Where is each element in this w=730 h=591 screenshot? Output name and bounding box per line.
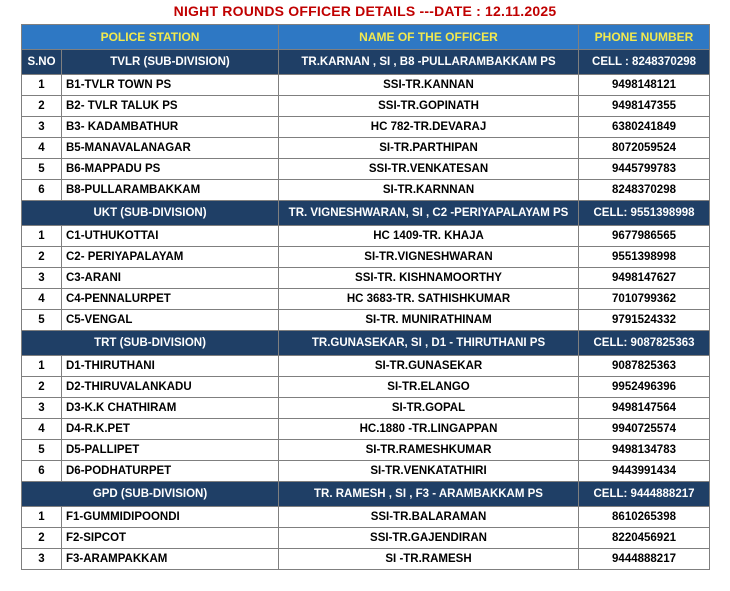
table-row bbox=[22, 356, 710, 377]
header-row bbox=[22, 25, 710, 50]
officer-name: SSI-TR.VENKATESAN bbox=[279, 159, 579, 180]
header-police-station: POLICE STATION bbox=[22, 25, 279, 50]
sub-division-officer: TR.GUNASEKAR, SI , D1 - THIRUTHANI PS bbox=[279, 331, 579, 356]
sub-division-name: TVLR (SUB-DIVISION) bbox=[62, 50, 279, 75]
table-row bbox=[22, 310, 710, 331]
phone-number: 9551398998 bbox=[579, 247, 710, 268]
police-station: D1-THIRUTHANI bbox=[62, 356, 279, 377]
phone-number: 9940725574 bbox=[579, 419, 710, 440]
police-station: D6-PODHATURPET bbox=[62, 461, 279, 482]
table-row bbox=[22, 117, 710, 138]
serial-number: 5 bbox=[22, 440, 62, 461]
phone-number: 9087825363 bbox=[579, 356, 710, 377]
officer-name: HC.1880 -TR.LINGAPPAN bbox=[279, 419, 579, 440]
serial-number: 2 bbox=[22, 377, 62, 398]
table-row bbox=[22, 247, 710, 268]
serial-number: 3 bbox=[22, 117, 62, 138]
table-row bbox=[22, 398, 710, 419]
serial-number: 4 bbox=[22, 419, 62, 440]
phone-number: 9444888217 bbox=[579, 549, 710, 570]
police-station: D2-THIRUVALANKADU bbox=[62, 377, 279, 398]
officer-name: SSI-TR.GAJENDIRAN bbox=[279, 528, 579, 549]
sub-division-officer: TR. RAMESH , SI , F3 - ARAMBAKKAM PS bbox=[279, 482, 579, 507]
serial-number: 3 bbox=[22, 549, 62, 570]
police-station: F3-ARAMPAKKAM bbox=[62, 549, 279, 570]
table-row bbox=[22, 96, 710, 117]
phone-number: 9498148121 bbox=[579, 75, 710, 96]
serial-number: 2 bbox=[22, 528, 62, 549]
officer-name: SSI-TR. KISHNAMOORTHY bbox=[279, 268, 579, 289]
phone-number: 8220456921 bbox=[579, 528, 710, 549]
table-row bbox=[22, 549, 710, 570]
sub-division-row bbox=[22, 482, 710, 507]
table-row bbox=[22, 507, 710, 528]
serial-number: 1 bbox=[22, 507, 62, 528]
serial-number: 6 bbox=[22, 180, 62, 201]
serial-number: 1 bbox=[22, 226, 62, 247]
serial-number: 2 bbox=[22, 247, 62, 268]
police-station: B8-PULLARAMBAKKAM bbox=[62, 180, 279, 201]
table-row bbox=[22, 180, 710, 201]
table-row bbox=[22, 289, 710, 310]
table-row bbox=[22, 440, 710, 461]
police-station: D5-PALLIPET bbox=[62, 440, 279, 461]
phone-number: 9952496396 bbox=[579, 377, 710, 398]
table-row bbox=[22, 461, 710, 482]
table-row bbox=[22, 226, 710, 247]
sub-division-row bbox=[22, 331, 710, 356]
officer-name: SI-TR.VIGNESHWARAN bbox=[279, 247, 579, 268]
sub-division-name: TRT (SUB-DIVISION) bbox=[22, 331, 279, 356]
phone-number: 9498147564 bbox=[579, 398, 710, 419]
table-row bbox=[22, 268, 710, 289]
officer-name: SI-TR.ELANGO bbox=[279, 377, 579, 398]
police-station: B2- TVLR TALUK PS bbox=[62, 96, 279, 117]
serial-number: 1 bbox=[22, 75, 62, 96]
sub-division-row bbox=[22, 50, 710, 75]
officer-name: SI-TR.GUNASEKAR bbox=[279, 356, 579, 377]
table-row bbox=[22, 419, 710, 440]
sub-division-officer: TR. VIGNESHWARAN, SI , C2 -PERIYAPALAYAM PS bbox=[279, 201, 579, 226]
sub-division-officer: TR.KARNAN , SI , B8 -PULLARAMBAKKAM PS bbox=[279, 50, 579, 75]
officer-name: SI-TR.KARNNAN bbox=[279, 180, 579, 201]
police-station: B6-MAPPADU PS bbox=[62, 159, 279, 180]
phone-number: 9498147355 bbox=[579, 96, 710, 117]
officer-name: SI-TR. MUNIRATHINAM bbox=[279, 310, 579, 331]
phone-number: 8072059524 bbox=[579, 138, 710, 159]
police-station: C5-VENGAL bbox=[62, 310, 279, 331]
police-station: C4-PENNALURPET bbox=[62, 289, 279, 310]
table-row bbox=[22, 377, 710, 398]
officer-name: SSI-TR.BALARAMAN bbox=[279, 507, 579, 528]
serial-number: 5 bbox=[22, 310, 62, 331]
police-station: F1-GUMMIDIPOONDI bbox=[62, 507, 279, 528]
serial-number: 3 bbox=[22, 398, 62, 419]
officer-name: SI-TR.GOPAL bbox=[279, 398, 579, 419]
table-row bbox=[22, 75, 710, 96]
sub-division-row bbox=[22, 201, 710, 226]
phone-number: 9443991434 bbox=[579, 461, 710, 482]
sub-division-cell: CELL: 9444888217 bbox=[579, 482, 710, 507]
phone-number: 9677986565 bbox=[579, 226, 710, 247]
table-row bbox=[22, 138, 710, 159]
table-row bbox=[22, 159, 710, 180]
police-station: B1-TVLR TOWN PS bbox=[62, 75, 279, 96]
phone-number: 9498134783 bbox=[579, 440, 710, 461]
phone-number: 8248370298 bbox=[579, 180, 710, 201]
header-phone: PHONE NUMBER bbox=[579, 25, 710, 50]
serial-number: 1 bbox=[22, 356, 62, 377]
phone-number: 9791524332 bbox=[579, 310, 710, 331]
police-station: D3-K.K CHATHIRAM bbox=[62, 398, 279, 419]
police-station: B5-MANAVALANAGAR bbox=[62, 138, 279, 159]
officer-name: SI-TR.RAMESHKUMAR bbox=[279, 440, 579, 461]
officer-name: SSI-TR.GOPINATH bbox=[279, 96, 579, 117]
phone-number: 7010799362 bbox=[579, 289, 710, 310]
phone-number: 8610265398 bbox=[579, 507, 710, 528]
police-station: B3- KADAMBATHUR bbox=[62, 117, 279, 138]
phone-number: 9498147627 bbox=[579, 268, 710, 289]
serial-number: 2 bbox=[22, 96, 62, 117]
officer-name: HC 1409-TR. KHAJA bbox=[279, 226, 579, 247]
officer-table bbox=[21, 24, 710, 570]
officer-name: SI -TR.RAMESH bbox=[279, 549, 579, 570]
sub-division-name: GPD (SUB-DIVISION) bbox=[22, 482, 279, 507]
sub-division-name: UKT (SUB-DIVISION) bbox=[22, 201, 279, 226]
officer-name: SSI-TR.KANNAN bbox=[279, 75, 579, 96]
police-station: F2-SIPCOT bbox=[62, 528, 279, 549]
serial-number: 3 bbox=[22, 268, 62, 289]
police-station: C1-UTHUKOTTAI bbox=[62, 226, 279, 247]
officer-name: HC 782-TR.DEVARAJ bbox=[279, 117, 579, 138]
serial-number: 5 bbox=[22, 159, 62, 180]
page-title: NIGHT ROUNDS OFFICER DETAILS ---DATE : 12.11.2025 bbox=[173, 3, 557, 19]
serial-number: 6 bbox=[22, 461, 62, 482]
police-station: C2- PERIYAPALAYAM bbox=[62, 247, 279, 268]
sno-header: S.NO bbox=[22, 50, 62, 75]
phone-number: 6380241849 bbox=[579, 117, 710, 138]
sub-division-cell: CELL : 8248370298 bbox=[579, 50, 710, 75]
sub-division-cell: CELL: 9551398998 bbox=[579, 201, 710, 226]
header-officer: NAME OF THE OFFICER bbox=[279, 25, 579, 50]
officer-name: SI-TR.PARTHIPAN bbox=[279, 138, 579, 159]
police-station: D4-R.K.PET bbox=[62, 419, 279, 440]
officer-name: SI-TR.VENKATATHIRI bbox=[279, 461, 579, 482]
serial-number: 4 bbox=[22, 289, 62, 310]
sub-division-cell: CELL: 9087825363 bbox=[579, 331, 710, 356]
phone-number: 9445799783 bbox=[579, 159, 710, 180]
officer-name: HC 3683-TR. SATHISHKUMAR bbox=[279, 289, 579, 310]
serial-number: 4 bbox=[22, 138, 62, 159]
table-row bbox=[22, 528, 710, 549]
police-station: C3-ARANI bbox=[62, 268, 279, 289]
